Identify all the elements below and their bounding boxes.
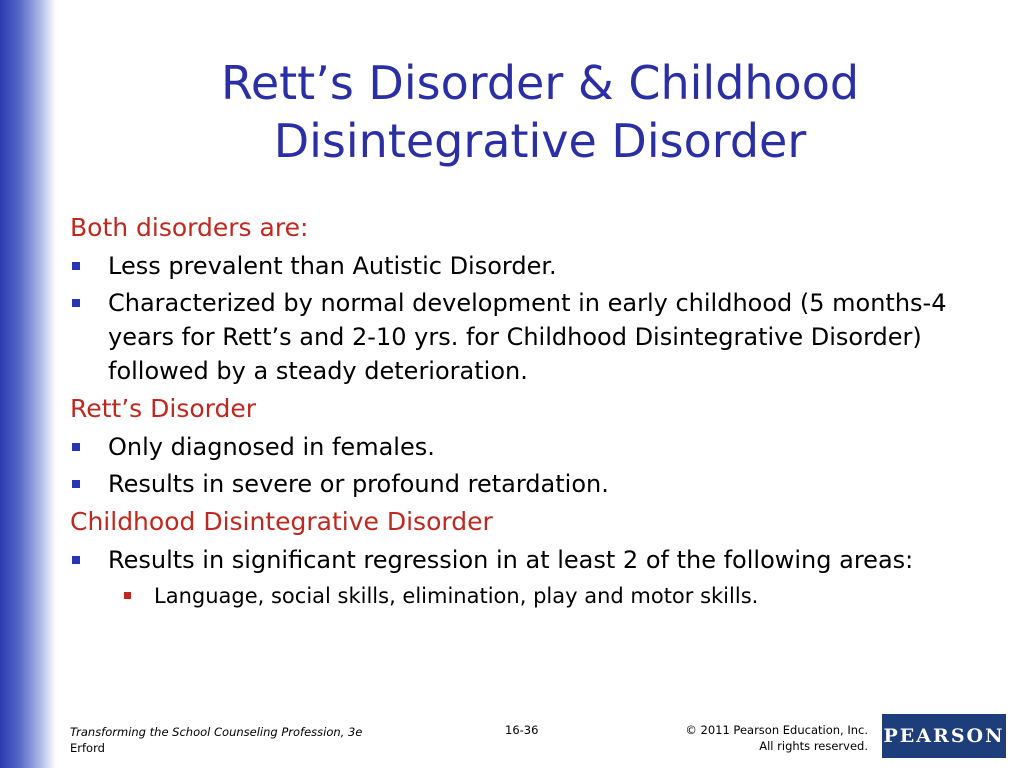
bullet-item (70, 543, 970, 577)
footer-page-number: 16-36 (505, 723, 539, 737)
slide-title-line-1: Rett’s Disorder & Childhood (220, 56, 860, 110)
square-bullet-icon (72, 262, 80, 270)
pearson-logo-text: PEARSON (883, 725, 1005, 747)
sub-bullet-text: Language, social skills, elimination, play and motor skills. (154, 584, 759, 608)
bullet-item (70, 286, 970, 388)
footer-copyright (600, 722, 868, 754)
section-heading-retts-disorder: Rett’s Disorder (70, 394, 257, 423)
square-bullet-icon (72, 443, 80, 451)
pearson-logo (882, 714, 1006, 758)
slide-content (70, 210, 970, 612)
square-bullet-icon (72, 299, 80, 307)
bullet-text: Results in severe or profound retardation. (108, 470, 609, 498)
square-bullet-icon (72, 556, 80, 564)
bullet-text: Less prevalent than Autistic Disorder. (108, 252, 557, 280)
slide-title-line-2: Disintegrative Disorder (273, 114, 807, 168)
footer-copyright-line-2: All rights reserved. (759, 739, 868, 753)
bullet-item (70, 430, 970, 464)
slide-title (150, 54, 930, 170)
bullet-item (70, 249, 970, 283)
bullet-text: Results in significant regression in at least 2 of the following areas: (108, 546, 914, 574)
footer-author: Erford (70, 741, 105, 755)
bullet-item (70, 467, 970, 501)
sub-bullet-item (70, 580, 970, 612)
footer-copyright-line-1: © 2011 Pearson Education, Inc. (685, 723, 868, 737)
square-bullet-icon (72, 480, 80, 488)
bullet-text: Only diagnosed in females. (108, 433, 435, 461)
footer-book-info (70, 724, 362, 756)
section-heading-cdd: Childhood Disintegrative Disorder (70, 507, 493, 536)
square-sub-bullet-icon (124, 592, 131, 599)
section-heading-both-disorders: Both disorders are: (70, 213, 309, 242)
bullet-text: Characterized by normal development in early childhood (5 months-4 years for Rett’s and 2-10 yrs. for Childhood Disintegrative Disorder) followed by a steady deterioration. (108, 289, 947, 385)
decorative-side-bar (0, 0, 56, 768)
footer-book-title: Transforming the School Counseling Profession, 3e (70, 725, 363, 739)
